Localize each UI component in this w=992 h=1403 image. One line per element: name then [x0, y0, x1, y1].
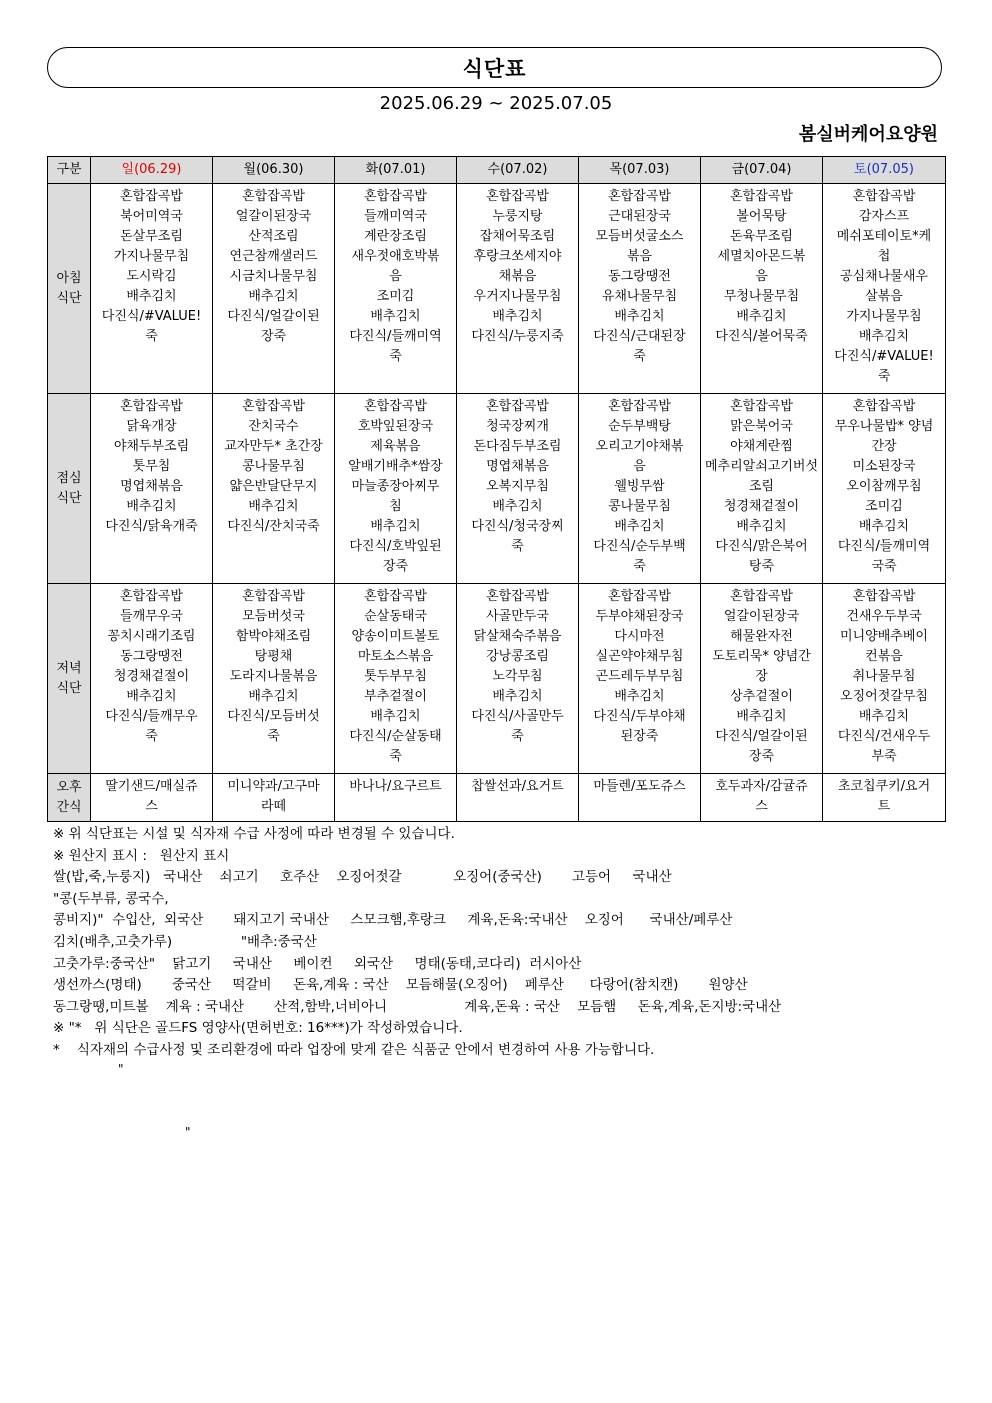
menu-cell	[701, 774, 823, 822]
menu-cell	[701, 184, 823, 394]
menu-cell	[91, 774, 213, 822]
menu-cell	[457, 394, 579, 584]
menu-cell	[213, 774, 335, 822]
meal-label	[48, 584, 91, 774]
menu-item: 배추김치	[126, 289, 177, 304]
menu-item: 다진식/맑은북어	[715, 539, 808, 554]
menu-item: 혼합잡곡밥	[486, 189, 549, 204]
meal-label-line: 저녁	[56, 660, 82, 676]
menu-item: 꽁치시래기조림	[107, 629, 196, 644]
menu-item: 얼갈이된장국	[723, 609, 800, 624]
menu-item: 죽	[511, 729, 524, 744]
menu-item: 혼합잡곡밥	[120, 399, 183, 414]
menu-item: 채볶음	[498, 269, 537, 284]
menu-item: 배추김치	[370, 309, 421, 324]
menu-item: 미소된장국	[852, 459, 916, 474]
menu-item: 죽	[267, 729, 280, 744]
menu-item: 침	[389, 499, 402, 514]
menu-item: 다진식/#VALUE!	[834, 349, 934, 364]
menu-item: 다진식/얼갈이된	[715, 729, 808, 744]
meal-label-line: 식단	[56, 290, 82, 306]
menu-item: 다진식/들깨미역	[349, 329, 442, 344]
menu-item: 다진식/들깨미역	[837, 539, 931, 554]
menu-item: 다진식/얼갈이된	[227, 309, 320, 324]
menu-cell	[823, 394, 946, 584]
menu-item: 배추김치	[126, 689, 177, 704]
menu-item: 사골만두국	[486, 609, 549, 624]
menu-item: 미니양배추베이	[840, 629, 928, 644]
menu-item: 혼합잡곡밥	[242, 399, 305, 414]
meal-row	[48, 584, 946, 774]
note-line: ※ "* 위 식단은 골드FS 영양사(면허번호: 16***)가 작성하였습니다.	[53, 1020, 463, 1037]
menu-item: 맑은북어국	[730, 419, 793, 434]
menu-item: 배추김치	[858, 329, 910, 344]
menu-item: 다진식/호박잎된	[349, 539, 442, 554]
menu-item: 컨볶음	[865, 649, 903, 664]
menu-item: 들깨무우국	[120, 609, 183, 624]
menu-cell	[335, 584, 457, 774]
note-line: "콩(두부류, 콩국수,	[53, 890, 169, 907]
menu-cell	[213, 394, 335, 584]
menu-item: 강낭콩조림	[486, 649, 549, 664]
meal-row	[48, 774, 946, 822]
note-line: 생선까스(명태) 중국산 떡갈비 돈육,계육 : 국산 모듬해물(오징어) 페루산 다랑어(참치캔) 원양산	[53, 977, 748, 994]
menu-item: 순살동태국	[364, 609, 427, 624]
meal-label	[48, 184, 91, 394]
menu-item: 음	[633, 459, 646, 474]
menu-item: 배추김치	[614, 519, 665, 534]
menu-item: 상추겉절이	[730, 689, 793, 704]
menu-item: 곤드레두부무침	[595, 669, 684, 684]
menu-item: 다진식/잔치국죽	[227, 519, 320, 534]
menu-item: 근대된장국	[608, 209, 671, 224]
menu-item: 명엽채볶음	[120, 479, 183, 494]
day-header: 일(06.29)	[91, 157, 213, 184]
menu-cell	[335, 184, 457, 394]
menu-item: 두부야채된장국	[595, 609, 684, 624]
menu-item: 조미김	[865, 499, 903, 514]
menu-cell	[823, 584, 946, 774]
menu-item: 배추김치	[736, 309, 787, 324]
note-line: ※ 원산지 표시 : 원산지 표시	[53, 847, 230, 864]
menu-item: 돈육무조림	[730, 229, 793, 244]
menu-item: 호두과자/감귤쥬	[715, 779, 808, 794]
note-line: 콩비지)" 수입산, 외국산 돼지고기 국내산 스모크햄,후랑크 계육,돈육:국내산 오징어 국내산/페루산	[53, 912, 733, 929]
menu-item: 들깨미역국	[364, 209, 427, 224]
menu-item: 배추김치	[248, 689, 299, 704]
day-header: 월(06.30)	[213, 157, 335, 184]
menu-item: 다진식/순두부백	[593, 539, 686, 554]
menu-item: 배추김치	[492, 689, 543, 704]
menu-cell	[457, 774, 579, 822]
menu-item: 도시락김	[126, 269, 177, 284]
menu-item: 배추김치	[614, 309, 665, 324]
stray-mark: "	[185, 1125, 191, 1139]
day-header: 금(07.04)	[701, 157, 823, 184]
menu-item: 죽	[877, 369, 891, 384]
menu-item: 순두부백탕	[608, 419, 671, 434]
menu-cell	[579, 584, 701, 774]
menu-item: 우거지나물무침	[473, 289, 562, 304]
menu-item: 동그랑땡전	[608, 269, 671, 284]
menu-item: 다진식/들깨무우	[105, 709, 198, 724]
menu-item: 다진식/누룽지죽	[471, 329, 564, 344]
menu-item: 가지나물무침	[113, 249, 190, 264]
menu-item: 배추김치	[736, 709, 787, 724]
menu-item: 장죽	[382, 559, 409, 574]
menu-item: 무청나물무침	[723, 289, 800, 304]
menu-item: 탕죽	[748, 559, 775, 574]
menu-item: 노각무침	[492, 669, 543, 684]
menu-cell	[213, 584, 335, 774]
menu-item: 연근참깨샐러드	[229, 249, 318, 264]
menu-item: 새우젓애호박볶	[351, 249, 440, 264]
menu-item: 음	[755, 269, 768, 284]
menu-item: 간장	[871, 439, 897, 454]
menu-item: 취나물무침	[852, 669, 916, 684]
meal-label-line: 식단	[56, 680, 82, 696]
menu-item: 잡채어묵조림	[479, 229, 556, 244]
menu-item: 야채계란찜	[730, 439, 793, 454]
menu-item: 혼합잡곡밥	[364, 399, 427, 414]
menu-item: 장죽	[260, 329, 287, 344]
menu-item: 배추김치	[492, 309, 543, 324]
menu-item: 찹쌀선과/요거트	[471, 779, 564, 794]
meal-row	[48, 394, 946, 584]
menu-item: 명엽채볶음	[486, 459, 549, 474]
menu-item: 혼합잡곡밥	[486, 399, 549, 414]
menu-cell	[823, 184, 946, 394]
note-line: * 식자재의 수급사정 및 조리환경에 따라 업장에 맞게 같은 식품군 안에서 변경하여 사용 가능합니다.	[53, 1041, 655, 1058]
menu-item: 유채나물무침	[601, 289, 678, 304]
menu-item: 부죽	[871, 749, 897, 764]
menu-item: 음	[389, 269, 402, 284]
menu-item: 볼어묵탕	[736, 209, 787, 224]
menu-item: 야채두부조림	[113, 439, 190, 454]
menu-item: 배추김치	[370, 519, 421, 534]
menu-item: 혼합잡곡밥	[608, 399, 671, 414]
menu-item: 혼합잡곡밥	[852, 189, 916, 204]
menu-item: 오징어젓갈무침	[840, 689, 928, 704]
menu-item: 웰빙무쌈	[614, 479, 665, 494]
menu-item: 양송이미트볼토	[351, 629, 440, 644]
menu-item: 돈다짐두부조림	[473, 439, 562, 454]
meal-label-line: 오후	[56, 779, 82, 795]
menu-item: 혼합잡곡밥	[852, 589, 916, 604]
menu-item: 혼합잡곡밥	[852, 399, 916, 414]
menu-item: 교자만두* 초간장	[224, 439, 323, 454]
menu-item: 건새우두부국	[846, 609, 922, 624]
menu-item: 무우나물밥* 양념	[834, 419, 934, 434]
facility-name: 봄실버케어요양원	[798, 124, 938, 145]
menu-item: 얇은반달단무지	[229, 479, 318, 494]
note-line: 동그랑땡,미트볼 계육 : 국내산 산적,함박,너비아니 계육,돈육 : 국산 모듬햄 돈육,계육,돈지방:국내산	[53, 998, 782, 1015]
day-header: 토(07.05)	[823, 157, 946, 184]
note-line: 고춧가루:중국산" 닭고기 국내산 베이컨 외국산 명태(동태,코다리) 러시아산	[53, 955, 582, 972]
menu-item: 닭살채숙주볶음	[473, 629, 562, 644]
menu-item: 볶음	[626, 249, 653, 264]
menu-cell	[579, 774, 701, 822]
note-line: 쌀(밥,죽,누룽지) 국내산 쇠고기 호주산 오징어젓갈 오징어(중국산) 고등어 국내산	[53, 869, 672, 886]
menu-item: 배추김치	[858, 519, 910, 534]
menu-item: 호박잎된장국	[357, 419, 434, 434]
menu-item: 혼합잡곡밥	[486, 589, 549, 604]
menu-item: 청경채겉절이	[723, 499, 800, 514]
menu-item: 다진식/사골만두	[471, 709, 564, 724]
menu-item: 혼합잡곡밥	[730, 589, 793, 604]
menu-item: 다시마전	[614, 629, 665, 644]
menu-item: 모듬버섯굴소스	[595, 229, 684, 244]
menu-item: 조림	[748, 479, 775, 494]
menu-item: 스	[145, 799, 158, 814]
menu-item: 얼갈이된장국	[235, 209, 312, 224]
menu-cell	[579, 394, 701, 584]
meal-label-line: 아침	[56, 270, 82, 286]
day-header: 수(07.02)	[457, 157, 579, 184]
menu-item: 다진식/모듬버섯	[227, 709, 320, 724]
corner-label: 구분	[48, 157, 91, 184]
menu-item: 배추김치	[248, 289, 299, 304]
menu-item: 트	[877, 799, 891, 814]
menu-item: 죽	[145, 329, 158, 344]
menu-item: 북어미역국	[120, 209, 183, 224]
menu-item: 시금치나물무침	[229, 269, 318, 284]
menu-item: 배추김치	[248, 499, 299, 514]
meal-label-line: 식단	[56, 490, 82, 506]
meal-label	[48, 394, 91, 584]
menu-item: 배추김치	[858, 709, 910, 724]
menu-item: 혼합잡곡밥	[608, 189, 671, 204]
menu-item: 장죽	[748, 749, 775, 764]
menu-item: 산적조림	[248, 229, 299, 244]
menu-item: 혼합잡곡밥	[364, 589, 427, 604]
title-box	[47, 47, 942, 88]
menu-item: 배추김치	[736, 519, 787, 534]
menu-item: 청경채겉절이	[113, 669, 190, 684]
menu-item: 잔치국수	[248, 419, 299, 434]
menu-item: 다진식/청국장찌	[471, 519, 564, 534]
menu-item: 부추겉절이	[364, 689, 427, 704]
menu-item: 콩나물무침	[242, 459, 305, 474]
menu-item: 함박야채조림	[235, 629, 312, 644]
menu-item: 오복지무침	[486, 479, 549, 494]
menu-item: 다진식/#VALUE!	[101, 309, 202, 324]
menu-item: 죽	[633, 559, 646, 574]
menu-item: 다진식/순살동태	[349, 729, 442, 744]
menu-item: 톳무침	[132, 459, 171, 474]
menu-item: 된장죽	[620, 729, 659, 744]
day-header: 목(07.03)	[579, 157, 701, 184]
menu-item: 마늘종장아찌무	[351, 479, 440, 494]
menu-item: 죽	[389, 749, 402, 764]
menu-item: 죽	[389, 349, 402, 364]
menu-item: 알배기배추*쌈장	[348, 459, 443, 474]
menu-item: 혼합잡곡밥	[120, 189, 183, 204]
menu-item: 다진식/볼어묵죽	[715, 329, 808, 344]
menu-item: 미니약과/고구마	[227, 779, 320, 794]
menu-item: 장	[755, 669, 768, 684]
menu-item: 계란장조림	[364, 229, 427, 244]
menu-item: 초코칩쿠키/요거	[837, 779, 931, 794]
menu-item: 죽	[511, 539, 524, 554]
menu-item: 배추김치	[370, 709, 421, 724]
menu-item: 바나나/요구르트	[349, 779, 442, 794]
menu-cell	[579, 184, 701, 394]
menu-item: 도라지나물볶음	[229, 669, 318, 684]
menu-item: 혼합잡곡밥	[730, 399, 793, 414]
menu-item: 혼합잡곡밥	[242, 189, 305, 204]
menu-item: 혼합잡곡밥	[364, 189, 427, 204]
menu-period: 2025.06.29 ~ 2025.07.05	[379, 93, 613, 114]
page-title: 식단표	[462, 56, 527, 81]
menu-item: 배추김치	[492, 499, 543, 514]
menu-item: 국죽	[871, 559, 897, 574]
menu-item: 모듬버섯국	[242, 609, 305, 624]
menu-item: 메추리알쇠고기버섯	[704, 459, 819, 474]
menu-item: 살볶음	[865, 289, 903, 304]
menu-item: 혼합잡곡밥	[730, 189, 793, 204]
menu-body	[48, 184, 946, 822]
menu-item: 해물완자전	[730, 629, 793, 644]
menu-cell	[457, 584, 579, 774]
menu-item: 동그랑땡전	[120, 649, 183, 664]
menu-item: 오이참깨무침	[846, 479, 922, 494]
meal-label	[48, 774, 91, 822]
menu-item: 혼합잡곡밥	[608, 589, 671, 604]
menu-item: 누룽지탕	[492, 209, 543, 224]
menu-cell	[91, 394, 213, 584]
menu-cell	[823, 774, 946, 822]
menu-item: 마들렌/포도쥬스	[593, 779, 686, 794]
menu-cell	[335, 394, 457, 584]
menu-item: 다진식/닭육개죽	[105, 519, 198, 534]
menu-item: 스	[755, 799, 768, 814]
note-line: ※ 위 식단표는 시설 및 식자재 수급 사정에 따라 변경될 수 있습니다.	[53, 826, 455, 842]
menu-item: 배추김치	[126, 499, 177, 514]
menu-item: 도토리묵* 양념간	[712, 649, 811, 664]
header-row	[48, 157, 946, 184]
menu-cell	[91, 184, 213, 394]
menu-item: 죽	[633, 349, 646, 364]
menu-cell	[701, 394, 823, 584]
menu-cell	[213, 184, 335, 394]
menu-item: 콩나물무침	[608, 499, 671, 514]
menu-item: 다진식/건새우두	[837, 729, 931, 744]
menu-item: 감자스프	[858, 209, 910, 224]
menu-item: 라떼	[260, 799, 287, 814]
menu-item: 마토소스볶음	[357, 649, 434, 664]
menu-cell	[701, 584, 823, 774]
menu-item: 조미김	[376, 289, 415, 304]
stray-mark: "	[118, 1062, 124, 1076]
menu-item: 첩	[877, 249, 891, 264]
menu-table	[47, 156, 946, 822]
menu-item: 실곤약야채무침	[595, 649, 684, 664]
menu-item: 제육볶음	[370, 439, 421, 454]
menu-item: 후랑크쏘세지야	[473, 249, 562, 264]
menu-item: 죽	[145, 729, 158, 744]
meal-label-line: 간식	[56, 799, 82, 815]
menu-cell	[91, 584, 213, 774]
menu-item: 가지나물무침	[846, 309, 922, 324]
menu-item: 세멸치아몬드볶	[717, 249, 806, 264]
menu-item: 청국장찌개	[486, 419, 549, 434]
menu-item: 공심채나물새우	[840, 269, 928, 284]
day-header: 화(07.01)	[335, 157, 457, 184]
meal-label-line: 점심	[56, 470, 82, 486]
menu-item: 다진식/근대된장	[593, 329, 686, 344]
menu-item: 메쉬포테이토*케	[836, 229, 932, 244]
menu-item: 다진식/두부야채	[593, 709, 686, 724]
menu-item: 탕평채	[254, 649, 293, 664]
menu-cell	[457, 184, 579, 394]
menu-item: 닭육개장	[126, 419, 177, 434]
menu-item: 혼합잡곡밥	[120, 589, 183, 604]
meal-row	[48, 184, 946, 394]
menu-item: 돈살무조림	[120, 229, 183, 244]
menu-cell	[335, 774, 457, 822]
menu-item: 혼합잡곡밥	[242, 589, 305, 604]
notes-section	[53, 824, 953, 1062]
menu-item: 딸기샌드/매실쥬	[105, 779, 198, 794]
menu-item: 톳두부무침	[364, 669, 427, 684]
menu-item: 배추김치	[614, 689, 665, 704]
note-line: 김치(배추,고춧가루) "배추:중국산	[53, 933, 317, 950]
menu-item: 오리고기야채볶	[595, 439, 684, 454]
